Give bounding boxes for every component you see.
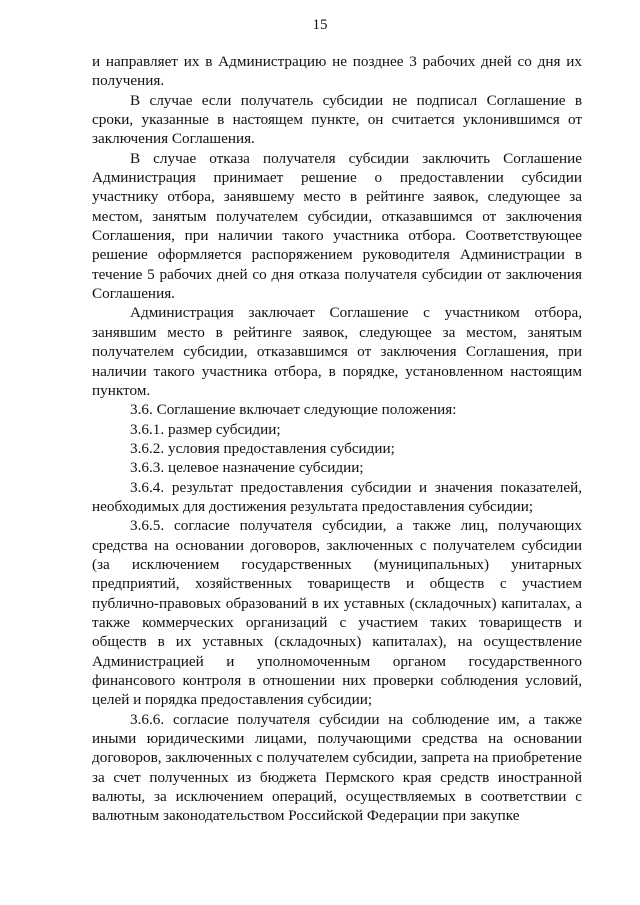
paragraph: В случае отказа получателя субсидии заключить Соглашение Администрация принимает решение о предоставлении субсидии участнику отбора, занявшему место в рейтинге заявок, следующее за местом, занятым получателем субсидии, отказавшимся от заключения Соглашения, при наличии такого участника отбора. Соответствующее решение оформляется распоряжением руководителя Администрации в течение 5 рабочих дней со дня отказа получателя субсидии от заключения Соглашения. xyxy=(92,149,582,303)
list-item: 3.6.6. согласие получателя субсидии на соблюдение им, а также иными юридическими лицами, получающими средства на основании договоров, заключенных с получателем субсидии, запрета на приобретение за счет полученных из бюджета Пермского края средств иностранной валюты, за исключением операций, осуществляемых в соответствии с валютным законодательством Российской Федерации при закупке xyxy=(92,710,582,825)
paragraph: и направляет их в Администрацию не позднее 3 рабочих дней со дня их получения. xyxy=(92,53,582,90)
list-item: 3.6.5. согласие получателя субсидии, а также лиц, получающих средства на основании договоров, заключенных с получателем субсидии (за исключением государственных (муниципальных) унитарных предприятий, хозяйственных товариществ и обществ с участием публично-правовых образований в их уставных (складочных) капиталах, а также коммерческих организаций с участием таких товариществ и обществ в их уставных (складочных) капиталах), на осуществление Администрацией и уполномоченным органом государственного финансового контроля в отношении них проверки соблюдения условий, целей и порядка предоставления субсидии; xyxy=(92,517,582,709)
page-number: 15 xyxy=(312,17,328,33)
paragraph: Администрация заключает Соглашение с участником отбора, занявшим место в рейтинге заявок, следующее за местом, занятым получателем субсидии, отказавшимся от заключения Соглашения, при наличии такого участника отбора, в порядке, установленном настоящим пунктом. xyxy=(92,304,582,399)
document-body xyxy=(92,52,582,826)
list-item: 3.6.2. условия предоставления субсидии; xyxy=(130,439,395,457)
section-heading: 3.6. Соглашение включает следующие положения: xyxy=(130,401,457,419)
list-item: 3.6.4. результат предоставления субсидии и значения показателей, необходимых для достижения результата предоставления субсидии; xyxy=(92,478,582,515)
paragraph: В случае если получатель субсидии не подписал Соглашение в сроки, указанные в настоящем пункте, он считается уклонившимся от заключения Соглашения. xyxy=(92,91,582,148)
list-item: 3.6.1. размер субсидии; xyxy=(130,420,281,438)
list-item: 3.6.3. целевое назначение субсидии; xyxy=(130,459,364,477)
